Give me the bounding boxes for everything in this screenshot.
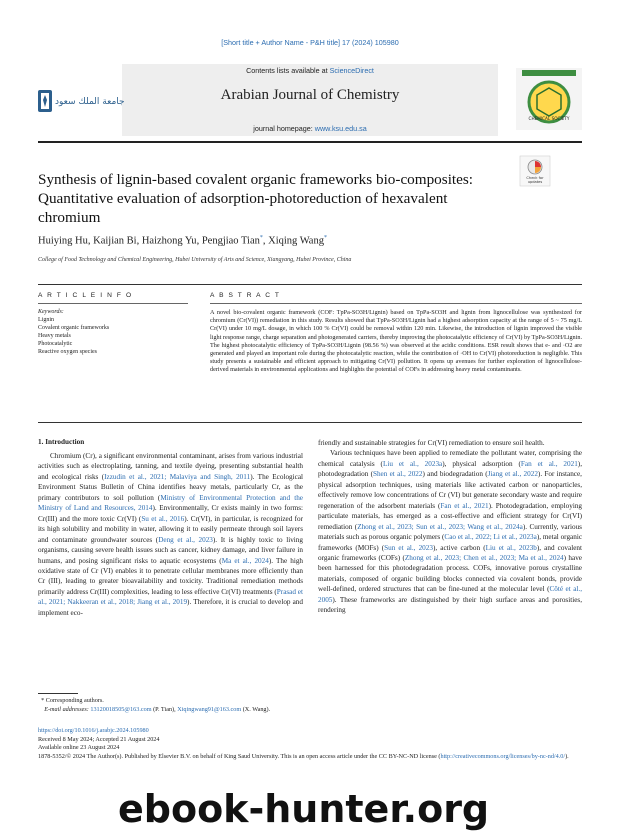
citation-link[interactable]: Fan et al., 2021 bbox=[440, 501, 489, 510]
contents-prefix: Contents lists available at bbox=[246, 66, 330, 75]
intro-paragraph bbox=[318, 448, 582, 615]
citation-link[interactable]: Zhong et al., 2023; Chen et al., 2023; Ma et al., 2024 bbox=[404, 553, 564, 562]
email-owner: (P. Tian), bbox=[151, 705, 178, 713]
citation-link[interactable]: Zhong et al., 2023; Sun et al., 2023; Wang et al., 2024a bbox=[357, 522, 523, 531]
text-run: ). Currently, various materials such as porous organic polymers ( bbox=[318, 522, 582, 542]
contents-line bbox=[122, 66, 498, 75]
citation-link[interactable]: Deng et al., 2023 bbox=[158, 535, 213, 544]
journal-name: Arabian Journal of Chemistry bbox=[220, 87, 400, 103]
keywords-label: Keywords: bbox=[38, 309, 64, 315]
text-run: ), active carbon ( bbox=[432, 543, 486, 552]
email-owner: (X. Wang). bbox=[241, 705, 271, 713]
text-run: ). For instance, physical adsorption techniques, using materials like activated carbon or nanoparticles, effectively remove low concentrations of Cr (VI) but generate secondary waste and require regeneration of the adsorbent materials ( bbox=[318, 470, 582, 510]
email-link[interactable]: 13120018505@163.com bbox=[90, 705, 152, 713]
citation-link[interactable]: Liu et al., 2023a bbox=[382, 459, 443, 468]
affiliation: College of Food Technology and Chemical Engineering, Hubei University of Arts and Science, Xiangyang, Hubei Province, China bbox=[38, 257, 352, 263]
corresponding-mark[interactable]: * bbox=[259, 235, 263, 241]
citation-link[interactable]: Fan et al., 2021 bbox=[520, 459, 578, 468]
text-run: Various techniques have been applied to remediate the pollutant water, comprising the chemical catalysis ( bbox=[318, 449, 582, 468]
abstract-subrule bbox=[210, 303, 582, 304]
intro-paragraph: friendly and sustainable strategies for Cr(VI) remediation to ensure soil health. bbox=[318, 439, 545, 447]
author[interactable]: Kaijian Bi bbox=[93, 235, 137, 247]
citation-link[interactable]: Prasad et al., 2021; Nakkeeran et al., 2018; Jiang et al., 2019 bbox=[38, 587, 303, 607]
text-run: ), photodegradation ( bbox=[318, 459, 582, 479]
watermark-text: ebook-hunter.org bbox=[118, 787, 490, 831]
license-link[interactable]: http://creativecommons.org/licenses/by-nc-nd/4.0/ bbox=[440, 752, 566, 760]
citation-link[interactable]: Izzudin et al., 2021; Malaviya and Singh, 2011 bbox=[104, 472, 251, 481]
keywords-block bbox=[38, 309, 188, 356]
author[interactable]: Haizhong Yu bbox=[141, 235, 197, 247]
abstract-heading: A B S T R A C T bbox=[210, 292, 281, 299]
badge-line1: Check for bbox=[526, 176, 544, 180]
citation-link[interactable]: Su et al., 2016 bbox=[141, 514, 185, 523]
author-list: Huiying Hu, Kaijian Bi, Haizhong Yu, Pengjiao Tian*, Xiqing Wang* bbox=[38, 235, 327, 247]
article-info-heading: A R T I C L E I N F O bbox=[38, 292, 133, 299]
text-run: ). The Ecological Environment Status Bulletin of China identifies heavy metals, particularly Cr, as the primary contributors to soil pollution ( bbox=[38, 472, 304, 502]
footnote-rule bbox=[38, 693, 78, 694]
top-citation[interactable]: [Short title + Author Name - P&H title] 17 (2024) 105980 bbox=[221, 38, 399, 47]
citation-link[interactable]: Sun et al., 2023 bbox=[384, 543, 433, 552]
license-text: ). bbox=[565, 752, 569, 760]
keyword: Covalent organic frameworks bbox=[38, 324, 110, 331]
license-text: 1878-5352/© 2024 The Author(s). Published by Elsevier B.V. on behalf of King Saud University. This is an open access article under the CC BY-NC-ND license ( bbox=[38, 752, 441, 760]
text-run: ), metal organic frameworks (MOFs) ( bbox=[318, 533, 583, 552]
text-run: ). Cr(VI), in particular, is recognized for its high solubility and mobility in water, allowing it to easily permeate through soil layers and contaminate groundwater sources ( bbox=[38, 514, 303, 544]
author[interactable]: Huiying Hu bbox=[38, 235, 88, 247]
info-subrule bbox=[38, 303, 188, 304]
text-run: Chromium (Cr), a significant environmental contaminant, arises from various industrial activities such as electroplating, tanning, and textile dyeing, presenting substantial health and ecological risks ( bbox=[38, 452, 303, 481]
citation-link[interactable]: Shen et al., 2022 bbox=[372, 470, 423, 479]
citation-link[interactable]: Ma et al., 2024 bbox=[221, 556, 269, 565]
intro-left-column bbox=[38, 451, 303, 618]
citation-link[interactable]: Jiang et al., 2022 bbox=[487, 470, 538, 479]
watermark bbox=[118, 787, 618, 831]
text-run: ). Therefore, it is crucial to develop and implement eco- bbox=[38, 598, 303, 617]
corresponding-note: * Corresponding authors. bbox=[38, 697, 104, 704]
keyword: Lignin bbox=[38, 316, 54, 323]
cover-text: CHEMICAL SOCIETY bbox=[528, 116, 570, 121]
email-link[interactable]: Xiqingwang91@163.com bbox=[177, 705, 242, 713]
text-run: ). Photodegradation, employing particulate materials, has emerged as a cost-effective and efficient strategy for Cr(VI) remediation ( bbox=[318, 501, 583, 531]
badge-line2: updates bbox=[527, 180, 543, 184]
footnotes bbox=[38, 697, 578, 714]
citation-link[interactable]: Côté et al., 2005 bbox=[318, 585, 582, 604]
homepage-prefix: journal homepage: bbox=[253, 124, 315, 133]
citation-link[interactable]: Ministry of Environmental Protection and the Ministry of Land and Resources, 2014 bbox=[38, 493, 303, 513]
text-run: ), physical adsorption ( bbox=[442, 459, 521, 468]
text-run: ) have been harnessed for this photodegradation process. COFs, innovative porous crystalline materials, composed of organic building blocks connected via covalent bonds, provide well-defined, ordered structures that can be fine-tuned at the molecular level ( bbox=[318, 553, 583, 594]
corresponding-label: Corresponding authors. bbox=[45, 697, 104, 704]
text-run: ) and biodegradation ( bbox=[422, 470, 488, 479]
online-date: Available online 23 August 2024 bbox=[38, 744, 120, 752]
keyword: Heavy metals bbox=[38, 332, 71, 339]
keyword: Reactive oxygen species bbox=[38, 348, 97, 355]
abstract-text: A novel bio-covalent organic framework (COF: TpPa-SO3H/Lignin) based on TpPa-SO3H and lignin from lignocellulose was synthesized for chromium (Cr(VI)) remediation in this study. Results showed that TpPa-SO3H/Lignin had a highest adsorption capacity at the range of 5 ~ 75 mg/L Cr(VI) under 10 mg/L dosage, in which 100 % Cr(VI) could be removal within 120 min. Likewise, the introduction of lignin improved the visible light response range, charge separation and photogenerated carriers, thereby improving the photocatalytic efficiency of Cr(VI) by TpPa-SO3H/Lignin. The highest photocatalytic efficiency of TpPa-SO3H/Lignin (98.56 %) was observed at the acidic conditions. ESR result shows that e- and ·O2 are generated and played an important role during the photocatalytic reaction, while the contribution of ·OH to Cr(VI) photoreduction is negligible. This study presents a sustainable and efficient approach to mitigating Cr(VI) pollution. It opens up avenues for further exploration of lignocellulose-derived materials in environmental applications and highlights the potential of COFs in addressing heavy metal contaminants. bbox=[210, 309, 582, 374]
corresponding-mark[interactable]: * bbox=[323, 235, 327, 241]
logo-arabic-text: جامعة الملك سعود bbox=[55, 97, 125, 107]
intro-paragraph bbox=[38, 451, 303, 618]
header-rule bbox=[38, 141, 582, 143]
sciencedirect-link[interactable]: ScienceDirect bbox=[329, 66, 374, 75]
homepage-line bbox=[122, 124, 498, 133]
email-label: E-mail addresses: bbox=[44, 705, 91, 713]
received-date: Received 8 May 2024; Accepted 21 August 2024 bbox=[38, 735, 160, 743]
text-run: ). Environmentally, Cr exists mainly in two forms: Cr(III) and the more toxic Cr(VI) ( bbox=[38, 504, 303, 523]
text-run: ). These frameworks are distinguished by their high surface areas and porosities, rendering bbox=[318, 595, 582, 615]
abstract-end-rule bbox=[38, 422, 582, 423]
check-for-updates-button[interactable] bbox=[520, 156, 550, 186]
homepage-link[interactable]: www.ksu.edu.sa bbox=[314, 124, 367, 133]
info-rule bbox=[38, 284, 582, 285]
author[interactable]: Xiqing Wang bbox=[268, 235, 324, 247]
license-note bbox=[38, 753, 582, 762]
article-title: Synthesis of lignin-based covalent organic frameworks bio-composites: Quantitative evaluation of adsorption-photoreduction of hexavalent chromium bbox=[38, 171, 474, 226]
text-run: ). The high oxidative state of Cr (VI) enables it to penetrate cellular membranes more efficiently than Cr (III), leading to greater bioavailability and toxicity. Traditional remediation methods primarily address Cr(III) complexities, leading to less effective Cr(VI) treatments ( bbox=[38, 556, 304, 596]
intro-right-column bbox=[318, 438, 582, 616]
intro-heading: 1. Introduction bbox=[38, 438, 85, 446]
university-logo bbox=[38, 80, 125, 124]
text-run: ), and covalent organic frameworks (COFs) ( bbox=[318, 543, 582, 562]
doi-link[interactable]: https://doi.org/10.1016/j.arabjc.2024.105980 bbox=[38, 727, 149, 734]
author[interactable]: Pengjiao Tian bbox=[201, 235, 260, 247]
citation-link[interactable]: Cao et al., 2022; Li et al., 2023a bbox=[444, 533, 537, 542]
citation-link[interactable]: Liu et al., 2023b bbox=[485, 543, 537, 552]
keyword: Photocatalytic bbox=[38, 340, 73, 347]
journal-cover-logo bbox=[516, 68, 582, 130]
publication-info bbox=[38, 727, 582, 761]
text-run: ). It is highly toxic to living organisms, causing severe health issues such as cancer, kidney damage, and liver failure in humans, and posing significant risks to aquatic ecosystems ( bbox=[38, 535, 303, 565]
email-note bbox=[38, 706, 578, 715]
